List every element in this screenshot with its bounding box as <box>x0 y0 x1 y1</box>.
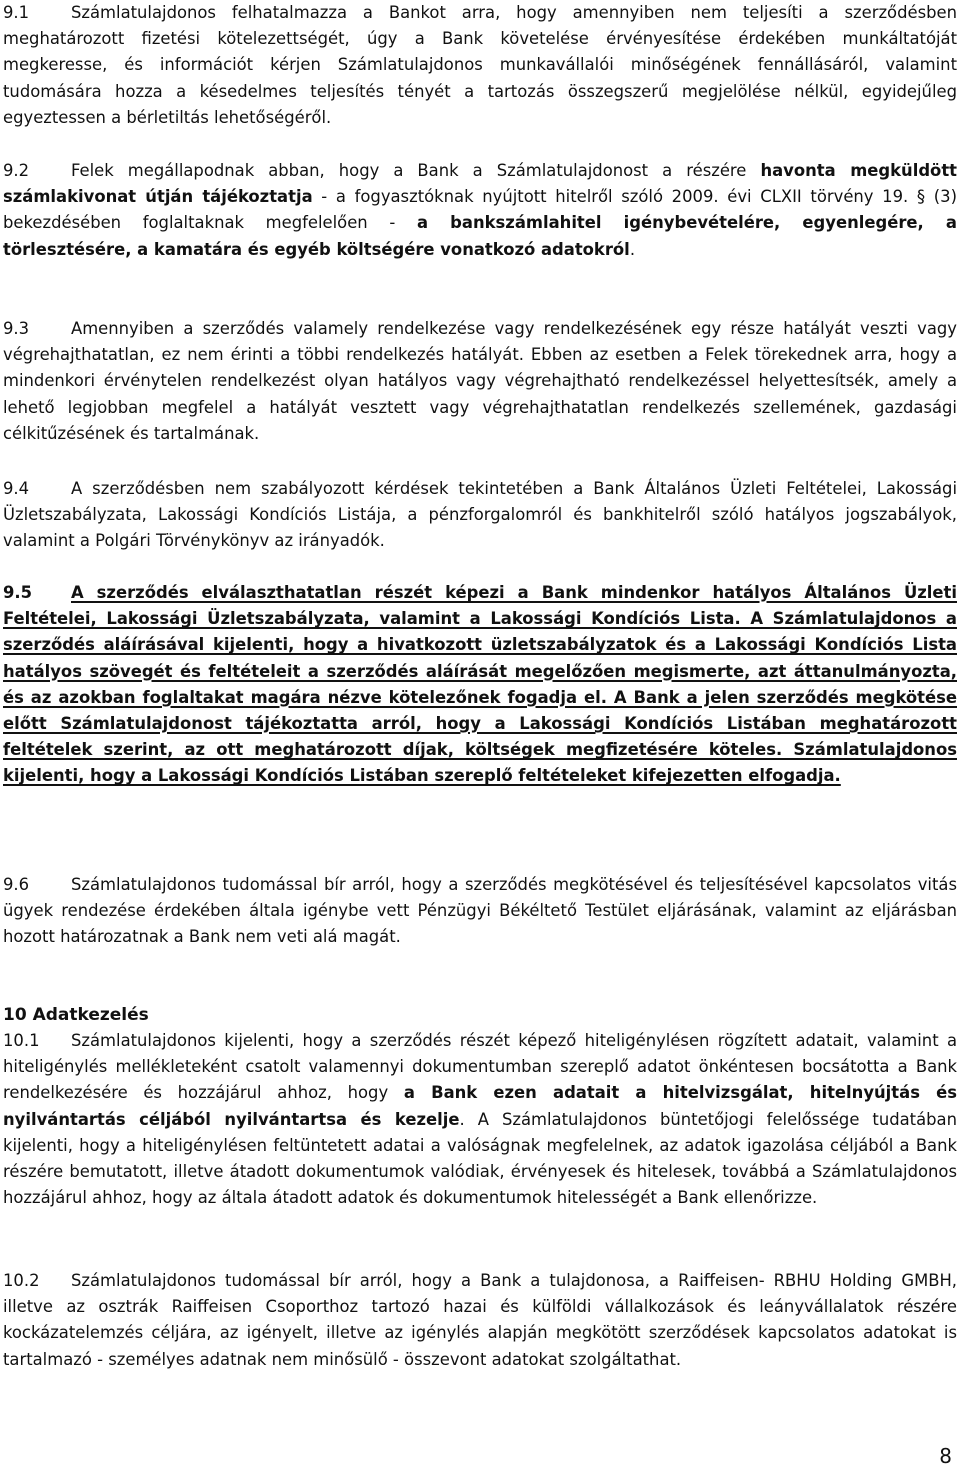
paragraph-9-3 <box>3 316 957 447</box>
paragraph-10-2 <box>3 1268 957 1373</box>
paragraph-text: A szerződésben nem szabályozott kérdések tekintetében a Bank Általános Üzleti Feltételei, Lakossági Üzletszabályzata, Lakossági Kondíciós Listája, a pénzforgalomról és bankhitelről szóló hatályos jogszabályok, valamint a Polgári Törvénykönyv az irányadók. <box>3 479 957 551</box>
paragraph-number: 9.1 <box>3 3 30 22</box>
paragraph-text: . <box>629 239 636 259</box>
paragraph-number: 9.6 <box>3 875 30 894</box>
page-number: 8 <box>939 1444 952 1468</box>
paragraph-9-2 <box>3 158 957 263</box>
paragraph-text: Amennyiben a szerződés valamely rendelkezése vagy rendelkezésének egy része hatályát veszti vagy végrehajthatatlan, ez nem érinti a többi rendelkezés hatályát. Ebben az esetben a Felek törekednek arra, hogy a mindenkori érvénytelen rendelkezést olyan hatályos vagy végrehajtható rendelkezéssel helyettesítsék, amely a lehető legjobban megfelel a hatályát vesztett vagy végrehajthatatlan rendelkezés szellemének, gazdasági célkitűzésének és tartalmának. <box>3 319 957 443</box>
paragraph-10-1 <box>3 1028 957 1211</box>
paragraph-text: - a fogyasztóknak nyújtott hitelről szóló 2009. évi CLXII törvény 19. § (3) bekezdésében foglaltaknak megfelelően - <box>3 187 957 233</box>
paragraph-bold-text: a Bank ezen adatait a hitelvizsgálat, hitelnyújtás és nyilvántartás céljából nyilvántartsa és kezelje <box>3 1083 958 1129</box>
paragraph-9-1 <box>3 0 957 131</box>
paragraph-number: 10.1 <box>3 1031 40 1050</box>
paragraph-bold-text: havonta megküldött számlakivonat útján tájékoztatja <box>3 161 957 207</box>
paragraph-9-4 <box>3 476 957 555</box>
paragraph-text: Számlatulajdonos tudomással bír arról, hogy a szerződés megkötésével és teljesítésével kapcsolatos vitás ügyek rendezése érdekében általa igénybe vett Pénzügyi Békéltető Testület eljárásának, valamint az eljárásban hozott határozatnak a Bank nem veti alá magát. <box>3 875 957 947</box>
paragraph-text: Számlatulajdonos tudomással bír arról, hogy a Bank a tulajdonosa, a Raiffeisen- RBHU Holding GMBH, illetve az osztrák Raiffeisen Csoporthoz tartozó hazai és külföldi vállalkozások és leányvállalatok részére kockázatelemzés céljára, az igényelt, illetve az igénylés alapján megkötött szerződések kapcsolatos adatokat is tartalmazó - személyes adatnak nem minősülő - összevont adatokat szolgáltathat. <box>3 1271 957 1369</box>
paragraph-9-5 <box>3 580 957 790</box>
paragraph-number: 9.5 <box>3 583 33 602</box>
paragraph-text: Számlatulajdonos felhatalmazza a Bankot arra, hogy amennyiben nem teljesíti a szerződésben meghatározott fizetési kötelezettségét, úgy a Bank követelése érvényesítése érdekében munkáltatóját megkeresse, és információt kérjen Számlatulajdonos munkavállalói minőségének fennállásáról, valamint tudomására hozza a késedelmes teljesítés tényét a tartozás összegszerű megjelölése nélkül, egyidejűleg egyeztessen a bérletiltás lehetőségéről. <box>3 3 957 127</box>
paragraph-number: 9.2 <box>3 161 30 180</box>
paragraph-text: . A Számlatulajdonos büntetőjogi felelőssége tudatában kijelenti, hogy a hiteligénylésen feltüntetett adatai a valóságnak megfelelnek, az adatok igazolása céljából a Bank részére bemutatott, illetve átadott dokumentumok valódiak, érvényesek és hitelesek, továbbá a Számlatulajdonos hozzájárul ahhoz, hogy az általa átadott adatok és dokumentumok hitelességét a Bank ellenőrizze. <box>3 1109 957 1208</box>
paragraph-number: 9.3 <box>3 319 30 338</box>
paragraph-9-6 <box>3 872 957 951</box>
paragraph-bold-underlined-text: A szerződés elválaszthatatlan részét képezi a Bank mindenkor hatályos Általános Üzleti Feltételei, Lakossági Üzletszabályzata, valamint a Lakossági Kondíciós Lista. A Számlatulajdonos a szerződés aláírásával kijelenti, hogy a hivatkozott üzletszabályzatok és a Lakossági Kondíciós Lista hatályos szövegét és feltételeit a szerződés aláírását megelőzően megismerte, azt áttanulmányozta, és az azokban foglaltakat magára nézve kötelezőnek fogadja el. A Bank a jelen szerződés megkötése előtt Számlatulajdonost tájékoztatta arról, hogy a Lakossági Kondíciós Listában meghatározott feltételek szerint, az ott meghatározott díjak, költségek megfizetésére köteles. Számlatulajdonos kijelenti, hogy a Lakossági Kondíciós Listában szereplő feltételeket kifejezetten elfogadja. <box>3 583 957 786</box>
section-heading: 10 Adatkezelés <box>3 1005 149 1025</box>
paragraph-text: Felek megállapodnak abban, hogy a Bank a Számlatulajdonost a részére <box>71 161 761 180</box>
paragraph-number: 10.2 <box>3 1271 40 1290</box>
paragraph-text: Számlatulajdonos kijelenti, hogy a szerződés részét képező hiteligénylésen rögzített adatait, valamint a hiteligénylés mellékleteként csatolt valamennyi dokumentumban szereplő adatot önkéntesen bocsátotta a Bank rendelkezésére és hozzájárul ahhoz, hogy <box>3 1031 957 1103</box>
paragraph-bold-text: a bankszámlahitel igénybevételére, egyenlegére, a törlesztésére, a kamatára és egyéb költségére vonatkozó adatokról <box>3 213 957 259</box>
paragraph-number: 9.4 <box>3 479 30 498</box>
